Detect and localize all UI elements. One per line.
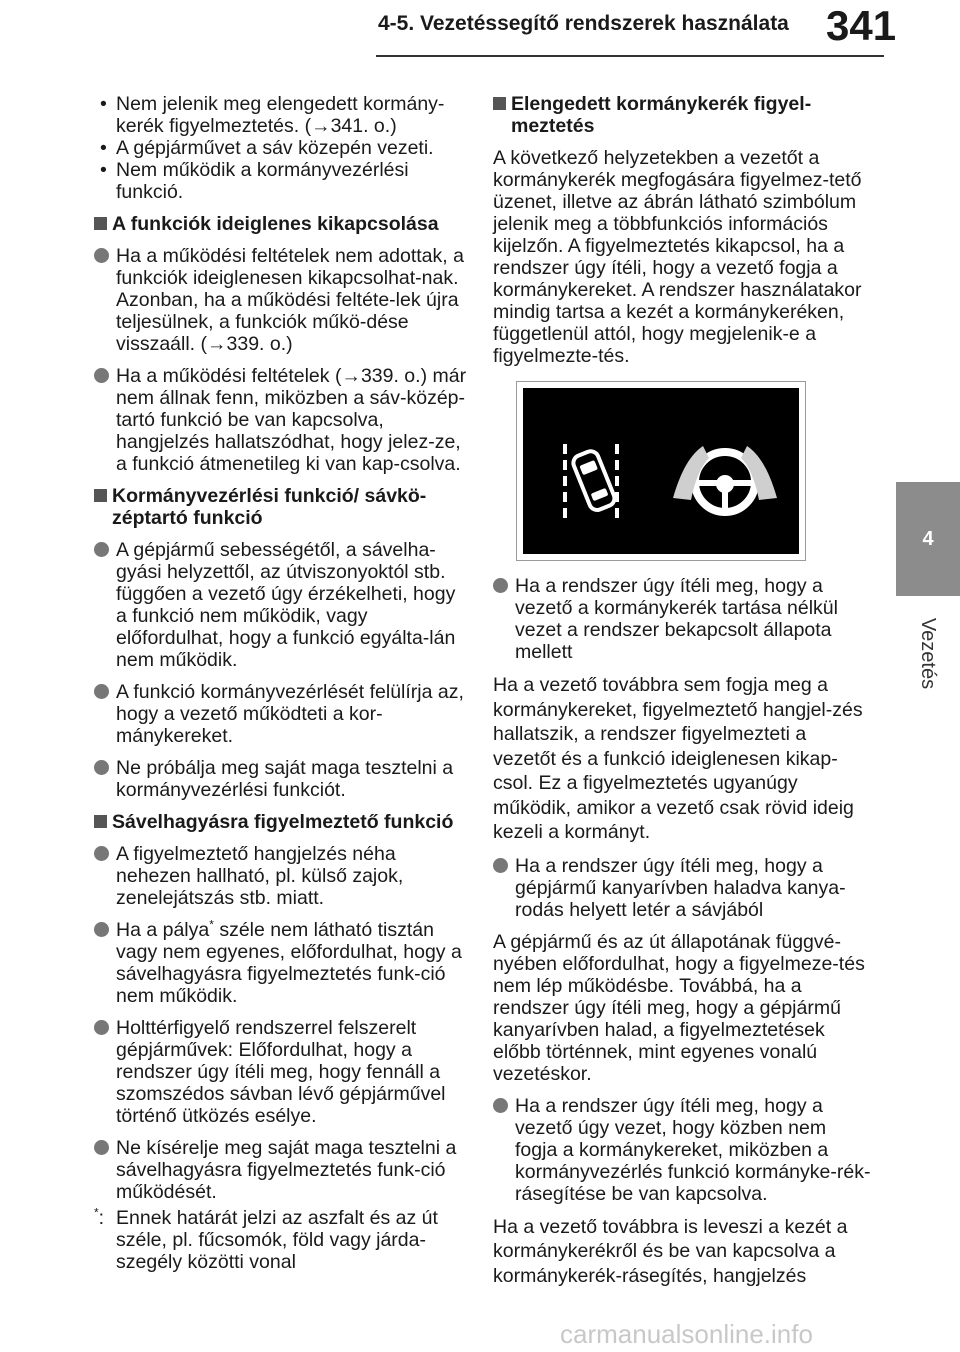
bullet-item bbox=[94, 681, 470, 747]
watermark: carmanualsonline.info bbox=[560, 1319, 813, 1349]
heading-text: A funkciók ideiglenes kikapcsolása bbox=[112, 213, 439, 235]
circle-bullet-icon bbox=[94, 1140, 109, 1155]
paragraph: A gépjármű és az út állapotának függvé-nyében előfordulhat, hogy a figyelmeze-tés nem lép működésbe. Továbbá, ha a rendszer úgy ítéli meg, hogy a gépjármű kanyarívben halad, a figyelmeztetések előbb történnek, mint egyenes vonalú vezetéskor. bbox=[493, 930, 865, 1085]
bullet-text: Ha a rendszer úgy ítéli meg, hogy a gépjármű kanyarívben haladva kanya-rodás helyett letér a sávjából bbox=[515, 854, 846, 921]
bullet-item bbox=[94, 365, 470, 475]
heading-text: Elengedett kormánykerék figyel-meztetés bbox=[511, 93, 812, 137]
bullet-item bbox=[493, 855, 873, 921]
chapter-label: Vezetés bbox=[917, 617, 940, 689]
circle-bullet-icon bbox=[493, 578, 508, 593]
circle-bullet-icon bbox=[94, 922, 109, 937]
paragraph: Ha a vezető továbbra is leveszi a kezét a kormánykerékről és be van kapcsolva a kormánykerék-rásegítés, hangjelzés bbox=[493, 1215, 848, 1287]
bullet-text bbox=[116, 919, 462, 1007]
dash-item bbox=[94, 137, 470, 159]
circle-bullet-icon bbox=[94, 368, 109, 383]
footnote-text: Ennek határát jelzi az aszfalt és az út széle, pl. fűcsomók, föld vagy járda-szegély közötti vonal bbox=[116, 1207, 438, 1273]
chapter-number: 4 bbox=[922, 527, 934, 550]
circle-bullet-icon bbox=[94, 846, 109, 861]
footnote-marker bbox=[94, 1207, 104, 1229]
bullet-text: Ha a működési feltételek (→339. o.) már nem állnak fenn, miközben a sáv-közép-tartó funkció be van kapcsolva, hangjelzés hallatszódhat, hogy jelez-ze, a funkció átmenetileg ki van kap-csolva. bbox=[116, 365, 467, 475]
section-heading bbox=[94, 213, 470, 235]
footnote bbox=[94, 1207, 470, 1273]
dash-item-text: Nem jelenik meg elengedett kormány-kerék figyelmeztetés. (→341. o.) bbox=[116, 93, 445, 137]
bullet-text-part: széle nem látható tisztán vagy nem egyenes, előfordulhat, hogy a sávelhagyásra figyelmeztetés funk-ció nem működik. bbox=[116, 919, 462, 1007]
footnote-ref: * bbox=[209, 917, 214, 932]
footnote-star: * bbox=[94, 1205, 99, 1220]
bullet-text: Ha a rendszer úgy ítéli meg, hogy a vezető a kormánykerék tartása nélkül vezet a rendszer bekapcsolt állapota mellett bbox=[515, 575, 838, 663]
bullet-text: A gépjármű sebességétől, a sávelha-gyási helyzettől, az útviszonyoktól stb. függően a vezető úgy érzékelheti, hogy a funkció nem működik, vagy előfordulhat, hogy a funkció egyálta-lán nem működik. bbox=[116, 539, 456, 671]
section-heading bbox=[94, 485, 470, 529]
bullet-text: A funkció kormányvezérlését felülírja az, hogy a vezető működteti a kor-mánykereket. bbox=[116, 681, 464, 747]
square-bullet-icon bbox=[94, 815, 107, 828]
lane-departure-car-icon bbox=[563, 444, 619, 518]
hands-on-steering-wheel-icon bbox=[673, 446, 777, 512]
circle-bullet-icon bbox=[94, 684, 109, 699]
bullet-text: Holttérfigyelő rendszerrel felszerelt gépjárművek: Előfordulhat, hogy a rendszer úgy ítéli meg, hogy fennáll a szomszédos sávban lévő gépjárművel történő ütközés esélye. bbox=[116, 1017, 446, 1127]
bullet-text: Ne kísérelje meg saját maga tesztelni a sávelhagyásra figyelmeztetés funk-ció működését. bbox=[116, 1137, 457, 1203]
display-screen bbox=[523, 388, 799, 554]
page-number: 341 bbox=[826, 2, 897, 49]
bullet-text: Ha a működési feltételek nem adottak, a funkciók ideiglenesen kikapcsolhat-nak. Azonban, ha a működési feltéte-lek újra teljesülnek, a funkciók műkö-dése visszaáll. (→339. o.) bbox=[116, 245, 464, 355]
paragraph: Ha a vezető továbbra sem fogja meg a kormánykereket, figyelmeztető hangjel-zés hallatszik, a rendszer figyelmezteti a vezetőt és a funkció ideiglenesen kikap-csol. Ez a figyelmeztetés ugyanúgy működik, amikor a vezető csak rövid ideig kezeli a kormányt. bbox=[493, 674, 863, 843]
bullet-text-part: Ha a pálya bbox=[116, 919, 210, 941]
circle-bullet-icon bbox=[94, 1020, 109, 1035]
bullet-item bbox=[94, 843, 470, 909]
bullet-item bbox=[493, 1095, 873, 1205]
bullet-item bbox=[94, 1137, 470, 1203]
bullet-item bbox=[94, 245, 470, 355]
dash-item-text: Nem működik a kormányvezérlési funkció. bbox=[116, 159, 409, 203]
bullet-item bbox=[94, 539, 470, 671]
dash-item-text: A gépjárművet a sáv közepén vezeti. bbox=[116, 137, 434, 159]
square-bullet-icon bbox=[493, 97, 506, 110]
section-heading bbox=[493, 93, 873, 137]
header-rule bbox=[376, 55, 884, 57]
circle-bullet-icon bbox=[493, 858, 508, 873]
square-bullet-icon bbox=[94, 217, 107, 230]
bullet-text: Ne próbálja meg saját maga tesztelni a kormányvezérlési funkciót. bbox=[116, 757, 454, 801]
footnote-colon: : bbox=[98, 1207, 105, 1229]
section-heading bbox=[94, 811, 470, 833]
dash-marker: • bbox=[100, 159, 107, 181]
square-bullet-icon bbox=[94, 489, 107, 502]
circle-bullet-icon bbox=[94, 248, 109, 263]
right-column bbox=[493, 93, 873, 1298]
bullet-item bbox=[94, 757, 470, 801]
intro-paragraph: A következő helyzetekben a vezetőt a kormánykerék megfogására figyelmez-tető üzenet, illetve az ábrán látható szimbólum jelenik meg a többfunkciós információs kijelzőn. A figyelmeztetés kikapcsol, ha a rendszer úgy ítéli, hogy a vezető fogja a kormánykereket. A rendszer használatakor mindig tartsa a kezét a kormánykeréken, függetlenül attól, hogy megjelenik-e a figyelmezte-tés. bbox=[493, 147, 862, 367]
display-figure bbox=[516, 381, 806, 561]
dash-item bbox=[94, 159, 470, 203]
bullet-item bbox=[94, 1017, 470, 1127]
circle-bullet-icon bbox=[493, 1098, 508, 1113]
figure-icons bbox=[523, 388, 799, 554]
dash-item bbox=[94, 93, 470, 137]
chapter-label-wrap bbox=[896, 598, 960, 708]
bullet-item bbox=[94, 919, 470, 1007]
bullet-item bbox=[493, 575, 873, 663]
dash-marker: • bbox=[100, 137, 107, 159]
heading-text: Sávelhagyásra figyelmeztető funkció bbox=[112, 811, 454, 833]
circle-bullet-icon bbox=[94, 542, 109, 557]
bullet-text: Ha a rendszer úgy ítéli meg, hogy a vezető úgy vezet, hogy közben nem fogja a kormánykereket, miközben a kormányvezérlés funkció kormányke-rék-rásegítése be van kapcsolva. bbox=[515, 1094, 871, 1205]
chapter-tab bbox=[896, 482, 960, 596]
section-title: 4-5. Vezetéssegítő rendszerek használata bbox=[378, 12, 789, 35]
bullet-text: A figyelmeztető hangjelzés néha nehezen hallható, pl. külső zajok, zenelejátszás stb. miatt. bbox=[116, 843, 404, 909]
heading-text: Kormányvezérlési funkció/ sávkö-zéptartó funkció bbox=[112, 485, 427, 529]
left-column bbox=[94, 93, 470, 1273]
circle-bullet-icon bbox=[94, 760, 109, 775]
dash-marker: • bbox=[100, 93, 107, 115]
